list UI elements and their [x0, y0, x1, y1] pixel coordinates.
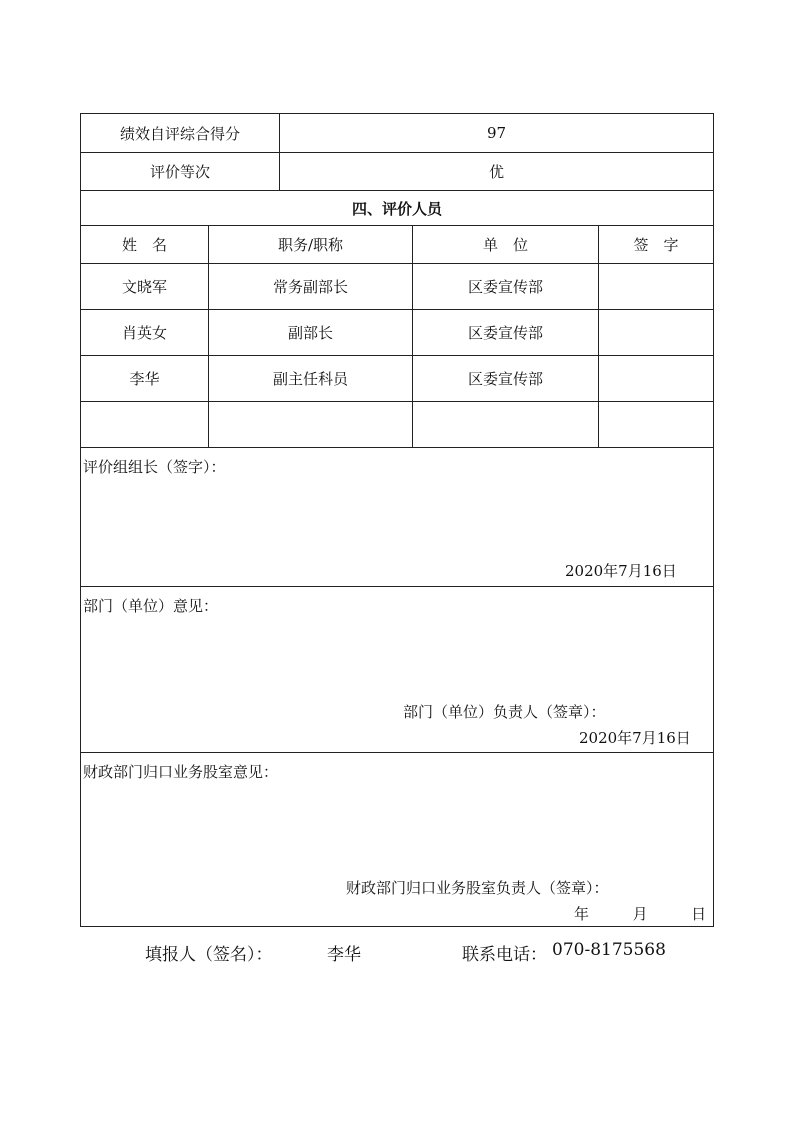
grade-value: 优 [280, 153, 714, 191]
leader-block-date: 2020年7月16日 [565, 562, 677, 580]
date-day: 日 [691, 905, 707, 923]
date-month: 月 [632, 905, 648, 923]
person-title: 常务副部长 [209, 264, 413, 310]
person-unit: 区委宣传部 [413, 310, 599, 356]
leader-block[interactable] [81, 448, 714, 587]
header-title: 职务/职称 [209, 226, 413, 264]
header-unit: 单 位 [413, 226, 599, 264]
score-value: 97 [280, 114, 714, 153]
leader-block-row [81, 448, 714, 587]
section-title: 四、评价人员 [81, 191, 714, 226]
person-name: 肖英女 [81, 310, 209, 356]
dept-block-label: 部门（单位）意见： [83, 597, 219, 615]
person-title: 副主任科员 [209, 356, 413, 402]
person-name: 文晓军 [81, 264, 209, 310]
person-unit[interactable] [413, 402, 599, 448]
dept-block-row [81, 587, 714, 753]
finance-block-date [574, 903, 706, 924]
evaluation-form-table [80, 113, 714, 927]
table-row [81, 356, 714, 402]
person-signature[interactable] [599, 264, 714, 310]
person-unit: 区委宣传部 [413, 264, 599, 310]
header-name: 姓 名 [81, 226, 209, 264]
table-row [81, 264, 714, 310]
finance-block-label: 财政部门归口业务股室意见： [83, 763, 279, 781]
dept-block-date: 2020年7月16日 [579, 729, 691, 747]
person-name[interactable] [81, 402, 209, 448]
date-year: 年 [574, 905, 590, 923]
header-signature: 签 字 [599, 226, 714, 264]
person-signature[interactable] [599, 310, 714, 356]
person-title[interactable] [209, 402, 413, 448]
dept-block[interactable] [81, 587, 714, 753]
section-title-row [81, 191, 714, 226]
finance-block-signer: 财政部门归口业务股室负责人（签章）： [346, 879, 609, 897]
score-label: 绩效自评综合得分 [81, 114, 280, 153]
finance-block-row [81, 753, 714, 927]
personnel-header-row [81, 226, 714, 264]
dept-block-signer: 部门（单位）负责人（签章）： [403, 703, 606, 721]
score-row [81, 114, 714, 153]
finance-block[interactable] [81, 753, 714, 927]
filler-label: 填报人（签名）： [145, 945, 273, 965]
phone-label: 联系电话： [462, 945, 547, 965]
table-row [81, 402, 714, 448]
table-row [81, 310, 714, 356]
grade-label: 评价等次 [81, 153, 280, 191]
leader-block-label: 评价组组长（签字）： [83, 458, 226, 476]
phone-number: 070-8175568 [552, 940, 666, 960]
filler-name: 李华 [327, 945, 361, 965]
person-signature[interactable] [599, 356, 714, 402]
person-title: 副部长 [209, 310, 413, 356]
person-unit: 区委宣传部 [413, 356, 599, 402]
grade-row [81, 153, 714, 191]
person-signature[interactable] [599, 402, 714, 448]
person-name: 李华 [81, 356, 209, 402]
